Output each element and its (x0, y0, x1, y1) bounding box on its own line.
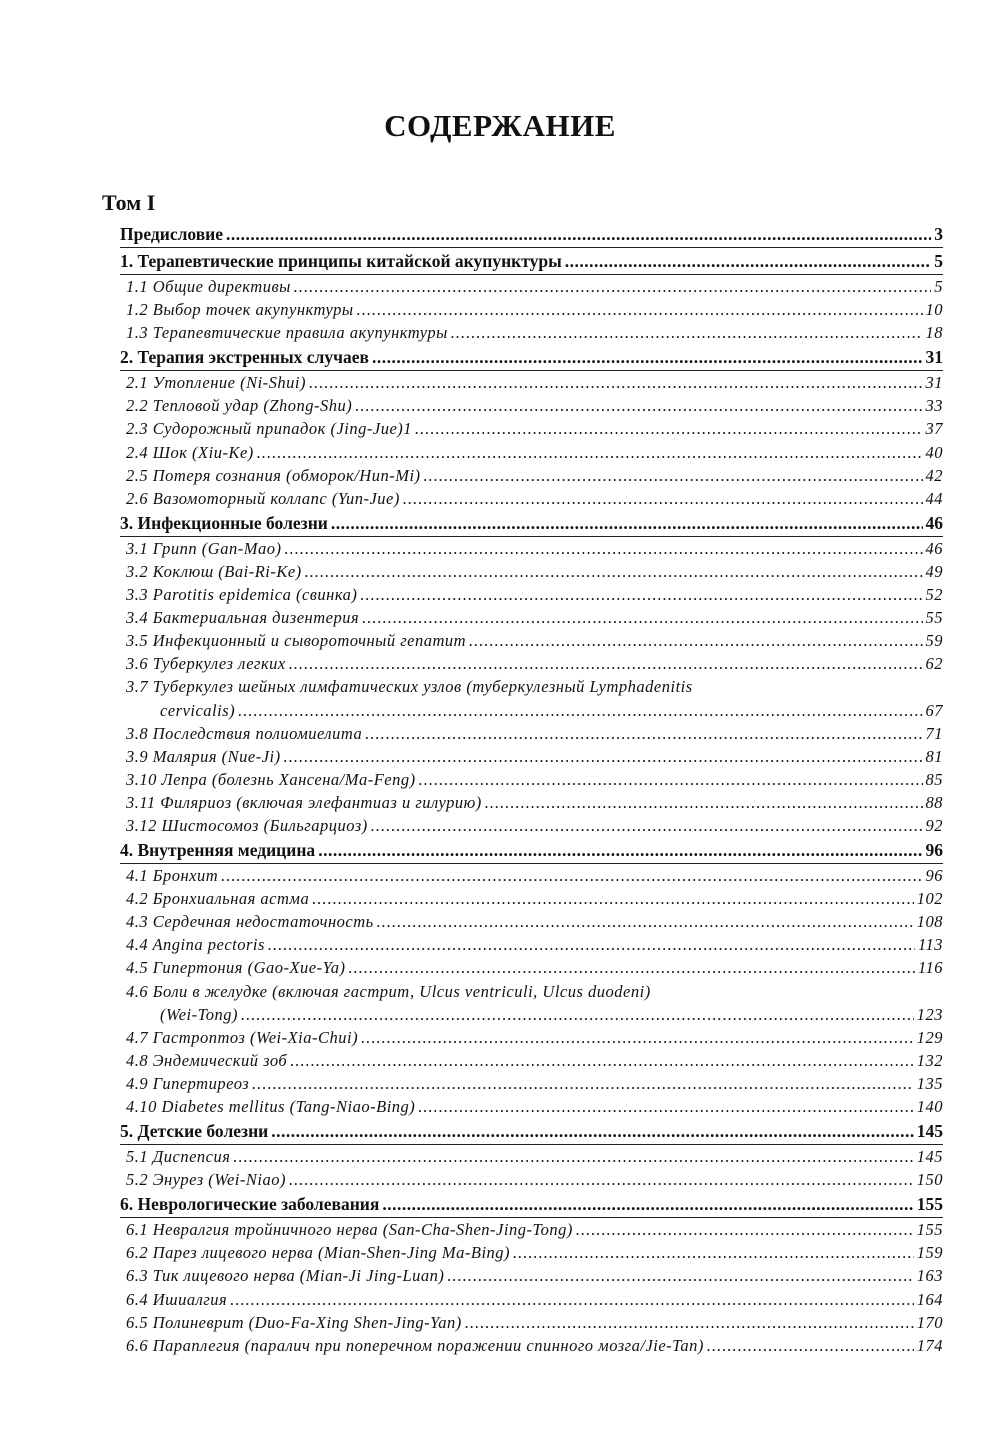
toc-page-number: 145 (916, 1147, 943, 1167)
dot-leader (362, 606, 922, 629)
toc-page-number: 5 (934, 251, 943, 271)
toc-section-row[interactable] (120, 675, 943, 721)
dot-leader (707, 1334, 914, 1357)
toc-entry-title: 2.5 Потеря сознания (обморок/Hun-Mi) (126, 465, 421, 485)
dot-leader (451, 321, 923, 344)
dot-leader (465, 1311, 914, 1334)
toc-page-number: 33 (925, 396, 943, 416)
toc-section-row[interactable] (120, 560, 943, 583)
dot-leader (284, 537, 922, 560)
toc-entry-title-continued: cervicalis) (160, 700, 236, 720)
dot-leader (415, 417, 922, 440)
dot-leader (576, 1218, 914, 1241)
toc-entry-title: 6.2 Парез лицевого нерва (Mian-Shen-Jing Ma-Bing) (126, 1243, 511, 1263)
dot-leader (309, 371, 923, 394)
toc-section-row[interactable] (120, 417, 943, 440)
toc-section-row[interactable] (120, 487, 943, 510)
toc-entry-title: 3.4 Бактериальная дизентерия (126, 608, 360, 628)
dot-leader (349, 956, 915, 979)
volume-title: Том I (102, 190, 156, 215)
dot-leader (226, 221, 931, 247)
toc-page-number: 140 (916, 1097, 943, 1116)
toc-entry-title: 4.2 Бронхиальная астма (126, 889, 310, 909)
toc-page-number: 49 (925, 561, 943, 581)
toc-entry-title: 3.7 Туберкулез шейных лимфатических узлов (туберкулезный Lymphadenitis (126, 677, 693, 697)
dot-leader (403, 487, 923, 510)
toc-page-number: 145 (916, 1121, 943, 1142)
toc-page-number: 67 (925, 700, 943, 720)
toc-entry-title: 3.5 Инфекционный и сывороточный гепатит (126, 631, 467, 651)
toc-entry-title: 1. Терапевтические принципы китайской акупунктуры (120, 251, 562, 271)
dot-leader (241, 1003, 914, 1026)
toc-entry-title: 6.5 Полиневрит (Duo-Fa-Xing Shen-Jing-Yan) (126, 1312, 462, 1332)
dot-leader (382, 1191, 913, 1217)
toc-page-number: 92 (925, 815, 943, 835)
toc-page-number: 59 (925, 631, 943, 651)
dot-leader (418, 1095, 913, 1118)
toc-entry-title: 4.6 Боли в желудке (включая гастрит, Ulcus ventriculi, Ulcus duodeni) (126, 981, 651, 1001)
dot-leader (318, 837, 922, 863)
toc-section-row[interactable] (120, 629, 943, 652)
toc-entry-title: 3.1 Грипп (Gan-Mao) (126, 538, 282, 558)
toc-page-number: 135 (916, 1073, 943, 1093)
toc-page-number: 129 (916, 1027, 943, 1047)
toc-entry-title: 6.4 Ишиалгия (126, 1289, 228, 1309)
dot-leader (355, 394, 922, 417)
toc-section-row[interactable] (120, 606, 943, 629)
toc-page-number: 88 (925, 792, 943, 812)
toc-page-number: 46 (925, 538, 943, 558)
toc-page-number: 46 (925, 512, 943, 533)
toc-section-row[interactable] (120, 394, 943, 417)
toc-section-row[interactable] (120, 652, 943, 675)
toc-entry-title: 4.9 Гипертиреоз (126, 1073, 250, 1093)
toc-section-row[interactable] (120, 464, 943, 487)
toc-page-number: 31 (925, 373, 943, 393)
toc-section-row[interactable] (120, 745, 943, 768)
dot-leader (289, 1168, 914, 1191)
dot-leader (257, 441, 923, 464)
dot-leader (513, 1241, 914, 1264)
toc-section-row[interactable] (120, 1264, 943, 1287)
dot-leader (294, 275, 931, 298)
toc-section-row[interactable] (120, 768, 943, 791)
toc-entry-title: 2.4 Шок (Xiu-Ke) (126, 442, 254, 462)
dot-leader (377, 910, 914, 933)
dot-leader (312, 887, 914, 910)
toc-section-row[interactable] (120, 910, 943, 933)
toc-page-number: 10 (925, 300, 943, 320)
toc-section-row[interactable] (120, 1049, 943, 1072)
toc-entry-title: 2.1 Утопление (Ni-Shui) (126, 373, 306, 393)
toc-section-row[interactable] (120, 275, 943, 298)
toc-page-number: 44 (925, 488, 943, 508)
toc-entry-title: 5.2 Энурез (Wei-Niao) (126, 1170, 286, 1190)
toc-entry-title: 4.10 Diabetes mellitus (Tang-Niao-Bing) (126, 1097, 416, 1116)
dot-leader (447, 1264, 913, 1287)
toc-entry-title: 1.1 Общие директивы (126, 277, 291, 296)
toc-entry-title: 5. Детские болезни (120, 1121, 269, 1142)
toc-page-number: 113 (917, 935, 943, 955)
toc-entry-title: 2.3 Судорожный припадок (Jing-Jue)1 (126, 419, 413, 439)
toc-entry-title: 3.9 Малярия (Nue-Ji) (126, 746, 281, 766)
toc-entry-title: 1.2 Выбор точек акупунктуры (126, 300, 354, 320)
toc-section-row[interactable] (120, 814, 943, 837)
dot-leader (305, 560, 923, 583)
toc-entry-title: 4.1 Бронхит (126, 866, 219, 886)
toc-page-number: 155 (916, 1220, 943, 1240)
toc-section-row[interactable] (120, 722, 943, 745)
toc-page-number: 159 (916, 1243, 943, 1263)
toc-entry-title: 2.6 Вазомоторный коллапс (Yun-Jue) (126, 488, 400, 508)
toc-section-row[interactable] (120, 298, 943, 321)
dot-leader (419, 768, 923, 791)
toc-entry-title: 3. Инфекционные болезни (120, 512, 328, 533)
toc-chapter-row[interactable] (120, 510, 943, 537)
toc-section-row[interactable] (120, 1288, 943, 1311)
toc-section-row[interactable] (120, 956, 943, 979)
dot-leader (238, 699, 922, 722)
toc-page-number: 170 (916, 1312, 943, 1332)
toc-chapter-row[interactable] (120, 1118, 943, 1145)
toc-entry-title: 3.6 Туберкулез легких (126, 654, 286, 674)
toc-page-number: 123 (916, 1004, 943, 1024)
dot-leader (221, 864, 922, 887)
dot-leader (230, 1288, 914, 1311)
toc-page-number: 81 (925, 746, 943, 766)
dot-leader (357, 298, 923, 321)
toc-section-row[interactable] (120, 864, 943, 887)
dot-leader (360, 583, 922, 606)
toc-page-number: 163 (916, 1266, 943, 1286)
toc-entry-title: 4.4 Angina pectoris (126, 935, 265, 955)
page-title: СОДЕРЖАНИЕ (384, 108, 616, 143)
toc-page-number: 164 (916, 1289, 943, 1309)
toc-section-row[interactable] (120, 980, 943, 1026)
toc-section-row[interactable] (120, 371, 943, 394)
toc-entry-title: 4.5 Гипертония (Gao-Xue-Ya) (126, 958, 346, 978)
toc-page-number: 52 (925, 585, 943, 605)
toc-entry-title: 3.8 Последствия полиомиелита (126, 723, 363, 743)
toc-page-number: 71 (925, 723, 943, 743)
toc-entry-title: 3.12 Шистосомоз (Бильгарциоз) (126, 815, 368, 835)
toc-chapter-row[interactable] (120, 344, 943, 371)
dot-leader (469, 629, 922, 652)
toc-entry-title: 2.2 Тепловой удар (Zhong-Shu) (126, 396, 353, 416)
dot-leader (331, 510, 923, 536)
toc-page-number: 42 (925, 465, 943, 485)
dot-leader (289, 652, 923, 675)
toc-chapter-row[interactable] (120, 837, 943, 864)
dot-leader (371, 814, 923, 837)
toc-section-row[interactable] (120, 1145, 943, 1168)
toc-page-number: 3 (934, 224, 943, 244)
toc-section-row[interactable] (120, 537, 943, 560)
toc-page-number: 132 (916, 1050, 943, 1070)
toc-page-number: 55 (925, 608, 943, 628)
toc-entry-title-continued: (Wei-Tong) (160, 1004, 239, 1024)
toc-entry-title: 6. Неврологические заболевания (120, 1194, 380, 1215)
dot-leader (485, 791, 923, 814)
toc-section-row[interactable] (120, 1241, 943, 1264)
toc-chapter-row[interactable] (120, 1191, 943, 1218)
table-of-contents (120, 221, 943, 1357)
toc-entry-title: 6.6 Параплегия (паралич при поперечном поражении спинного мозга/Jie-Tan) (126, 1335, 704, 1355)
toc-entry-title: 4.3 Сердечная недостаточность (126, 912, 374, 932)
toc-section-row[interactable] (120, 887, 943, 910)
dot-leader (284, 745, 923, 768)
toc-page-number: 85 (925, 769, 943, 789)
toc-page-number: 5 (934, 277, 943, 296)
toc-section-row[interactable] (120, 1218, 943, 1241)
toc-section-row[interactable] (120, 1311, 943, 1334)
dot-leader (424, 464, 923, 487)
toc-page-number: 155 (916, 1194, 943, 1215)
toc-entry-title: 3.10 Лепра (болезнь Хансена/Ma-Feng) (126, 769, 416, 789)
toc-chapter-row[interactable] (120, 248, 943, 275)
toc-section-row[interactable] (120, 1095, 943, 1118)
toc-section-row[interactable] (120, 583, 943, 606)
toc-page-number: 150 (916, 1170, 943, 1190)
toc-page-number: 102 (916, 889, 943, 909)
toc-page-number: 37 (925, 419, 943, 439)
toc-entry-title: 6.3 Тик лицевого нерва (Mian-Ji Jing-Luan) (126, 1266, 445, 1286)
dot-leader (268, 933, 915, 956)
toc-page-number: 40 (925, 442, 943, 462)
toc-page-number: 108 (916, 912, 943, 932)
toc-page-number: 96 (925, 866, 943, 886)
toc-page-number: 62 (925, 654, 943, 674)
toc-page-number: 18 (925, 323, 943, 343)
toc-section-row[interactable] (120, 791, 943, 814)
toc-page-number: 96 (925, 840, 943, 861)
toc-section-row[interactable] (120, 321, 943, 344)
toc-section-row[interactable] (120, 1334, 943, 1357)
toc-entry-title: 4.8 Эндемический зоб (126, 1050, 288, 1070)
dot-leader (252, 1072, 914, 1095)
dot-leader (290, 1049, 914, 1072)
toc-page-number: 31 (925, 347, 943, 368)
toc-section-row[interactable] (120, 1072, 943, 1095)
toc-entry-title: 2. Терапия экстренных случаев (120, 347, 369, 368)
toc-entry-title: 3.3 Parotitis epidemica (свинка) (126, 585, 358, 605)
dot-leader (233, 1145, 913, 1168)
toc-section-row[interactable] (120, 441, 943, 464)
toc-entry-title: 4.7 Гастроптоз (Wei-Xia-Chui) (126, 1027, 359, 1047)
toc-chapter-row[interactable] (120, 221, 943, 248)
toc-entry-title: 1.3 Терапевтические правила акупунктуры (126, 323, 448, 343)
toc-page-number: 116 (917, 958, 943, 978)
toc-section-row[interactable] (120, 933, 943, 956)
toc-entry-title: Предисловие (120, 224, 224, 244)
dot-leader (271, 1118, 914, 1144)
dot-leader (365, 722, 922, 745)
toc-entry-title: 5.1 Диспепсия (126, 1147, 231, 1167)
dot-leader (361, 1026, 914, 1049)
toc-entry-title: 3.2 Коклюш (Bai-Ri-Ke) (126, 561, 302, 581)
toc-section-row[interactable] (120, 1026, 943, 1049)
toc-entry-title: 4. Внутренняя медицина (120, 840, 316, 861)
toc-page-number: 174 (916, 1335, 943, 1355)
toc-entry-title: 3.11 Филяриоз (включая элефантиаз и гилурию) (126, 792, 482, 812)
dot-leader (565, 248, 932, 274)
toc-section-row[interactable] (120, 1168, 943, 1191)
toc-entry-title: 6.1 Невралгия тройничного нерва (San-Cha-Shen-Jing-Tong) (126, 1220, 573, 1240)
dot-leader (372, 344, 923, 370)
